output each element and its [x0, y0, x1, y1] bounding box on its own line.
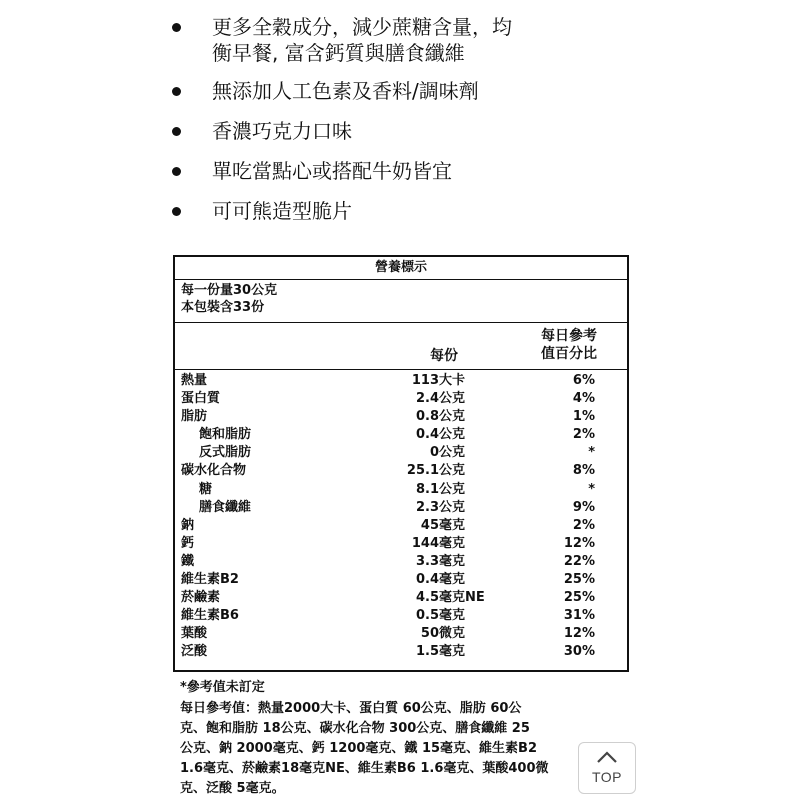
nutrient-daily-value: * [588, 445, 595, 461]
nutrient-daily-value: 12% [563, 626, 595, 642]
feature-text: 香濃巧克力口味 [212, 119, 352, 143]
nutrient-name: 脂肪 [181, 409, 208, 425]
nutrition-row [175, 462, 627, 480]
back-to-top-label: TOP [591, 769, 623, 785]
nutrient-amount-value: 3.3毫克 [415, 553, 465, 569]
feature-item [172, 78, 612, 104]
nutrition-row [175, 408, 627, 426]
nutrient-daily-value: 31% [563, 608, 595, 624]
nutrient-amount-value: 113大卡 [411, 373, 465, 388]
nutrient-name: 膳食纖維 [199, 499, 252, 515]
nutrient-amount [416, 408, 465, 426]
nutrient-amount [416, 426, 465, 444]
nutrient-amount [416, 553, 465, 571]
nutrient-daily-value: 25% [563, 590, 595, 606]
nutrition-row [175, 426, 627, 444]
nutrient-amount [407, 462, 465, 480]
feature-text: 可可熊造型脆片 [212, 199, 352, 223]
feature-item [172, 14, 612, 66]
serving-size: 每一份量30公克 [181, 283, 278, 298]
chevron-up-icon [596, 751, 618, 763]
nutrition-rows [175, 370, 627, 662]
nutrient-name: 葉酸 [181, 626, 208, 642]
feature-item [172, 118, 612, 144]
nutrient-amount [412, 535, 465, 553]
nutrient-name: 熱量 [181, 373, 208, 388]
nutrition-row [175, 643, 627, 661]
nutrient-name: 飽和脂肪 [199, 427, 252, 443]
nutrition-title: 營養標示 [175, 257, 627, 280]
nutrient-amount-value: 1.5毫克 [415, 644, 465, 660]
nutrient-daily-value: 1% [572, 409, 595, 425]
nutrition-row [175, 607, 627, 625]
nutrition-row [175, 571, 627, 589]
bullet-icon [172, 207, 181, 216]
nutrition-facts-table [173, 255, 629, 672]
nutrient-amount-value: 0公克 [429, 445, 465, 461]
nutrition-header [175, 323, 627, 370]
feature-text: 衡早餐, 富含鈣質與膳食纖維 [212, 41, 465, 65]
nutrient-name: 反式脂肪 [199, 445, 252, 461]
nutrient-amount-value: 2.4公克 [415, 391, 465, 407]
nutrient-daily-value: 30% [563, 644, 595, 660]
back-to-top-button[interactable] [578, 742, 636, 794]
feature-text: 單吃當點心或搭配牛奶皆宜 [212, 159, 452, 183]
nutrient-daily-value: 22% [563, 553, 595, 569]
nutrient-name: 蛋白質 [181, 391, 221, 407]
daily-reference-line: 每日參考值：熱量2000大卡、蛋白質 60公克、脂肪 60公 [180, 701, 522, 716]
nutrient-amount [421, 625, 465, 643]
nutrition-row [175, 589, 627, 607]
bullet-icon [172, 23, 181, 32]
daily-reference-line: 克、飽和脂肪 18公克、碳水化合物 300公克、膳食纖維 25 [180, 721, 530, 736]
nutrition-row [175, 444, 627, 462]
feature-item [172, 158, 612, 184]
nutrient-amount-value: 0.8公克 [415, 409, 465, 425]
nutrient-name: 碳水化合物 [181, 463, 247, 479]
nutrient-amount-value: 0.4公克 [415, 427, 465, 443]
nutrient-amount-value: 0.4毫克 [415, 572, 465, 588]
nutrient-daily-value: 9% [572, 499, 595, 515]
nutrient-amount [415, 589, 485, 607]
nutrient-name: 維生素B2 [181, 572, 239, 588]
nutrient-daily-value: 12% [563, 535, 595, 551]
nutrient-amount-value: 45毫克 [420, 517, 465, 533]
nutrient-name: 鈉 [181, 517, 195, 533]
feature-list [172, 14, 612, 238]
nutrient-amount [421, 517, 465, 535]
feature-item [172, 198, 612, 224]
nutrient-amount-value: 4.5毫克 [415, 590, 465, 606]
nutrient-amount-value: 0.5毫克 [415, 608, 465, 624]
servings-per-pack: 本包裝含33份 [181, 300, 265, 315]
nutrient-name: 鈣 [181, 535, 195, 551]
nutrient-daily-value: 8% [572, 463, 595, 479]
nutrient-name: 菸鹼素 [181, 590, 221, 606]
nutrient-amount [430, 444, 465, 462]
nutrient-amount-value: 2.3公克 [415, 499, 465, 515]
nutrient-amount [412, 372, 465, 390]
nutrient-amount-value: 50微克 [420, 626, 465, 642]
nutrient-name: 鐵 [181, 553, 195, 569]
nutrient-daily-value: 2% [572, 517, 595, 533]
footnote [180, 678, 630, 799]
daily-reference-line: 克、泛酸 5毫克。 [180, 781, 285, 796]
nutrient-amount [416, 481, 465, 499]
nutrition-row [175, 390, 627, 408]
nutrient-amount [416, 571, 465, 589]
nutrition-row [175, 481, 627, 499]
nutrient-amount-value: 25.1公克 [406, 463, 465, 479]
nutrient-amount [416, 499, 465, 517]
serving-info [175, 280, 627, 323]
daily-value-header-line2: 值百分比 [541, 346, 597, 362]
nutrient-amount-value: 8.1公克 [415, 481, 465, 497]
daily-reference-line: 1.6毫克、菸鹼素18毫克NE、維生素B6 1.6毫克、葉酸400微 [180, 761, 549, 776]
nutrient-name: 糖 [199, 481, 213, 497]
nutrition-row [175, 535, 627, 553]
bullet-icon [172, 127, 181, 136]
nutrient-daily-value: 25% [563, 572, 595, 588]
bullet-icon [172, 167, 181, 176]
nutrient-daily-value: * [588, 481, 595, 497]
nutrient-daily-value: 4% [572, 391, 595, 407]
nutrient-name: 泛酸 [181, 644, 208, 660]
daily-value-header-line1: 每日參考 [541, 328, 597, 344]
nutrition-row [175, 499, 627, 517]
per-serving-header: 每份 [430, 348, 458, 364]
nutrient-daily-value: 2% [572, 427, 595, 443]
bullet-icon [172, 87, 181, 96]
nutrition-row [175, 553, 627, 571]
reference-note: *參考值未訂定 [180, 680, 265, 695]
nutrition-row [175, 517, 627, 535]
daily-value-header [541, 327, 597, 363]
daily-reference-line: 公克、鈉 2000毫克、鈣 1200毫克、鐵 15毫克、維生素B2 [180, 741, 537, 756]
nutrient-amount [416, 390, 465, 408]
nutrient-name: 維生素B6 [181, 608, 239, 624]
feature-text: 無添加人工色素及香料/調味劑 [212, 79, 479, 103]
nutrient-amount [416, 643, 465, 661]
nutrient-daily-value: 6% [572, 373, 595, 388]
nutrient-amount-unit: NE [465, 590, 485, 606]
nutrient-amount-value: 144毫克 [411, 535, 465, 551]
nutrient-amount [416, 607, 465, 625]
nutrition-row [175, 625, 627, 643]
nutrition-row [175, 372, 627, 390]
feature-text: 更多全穀成分，減少蔗糖含量，均 [212, 15, 512, 39]
